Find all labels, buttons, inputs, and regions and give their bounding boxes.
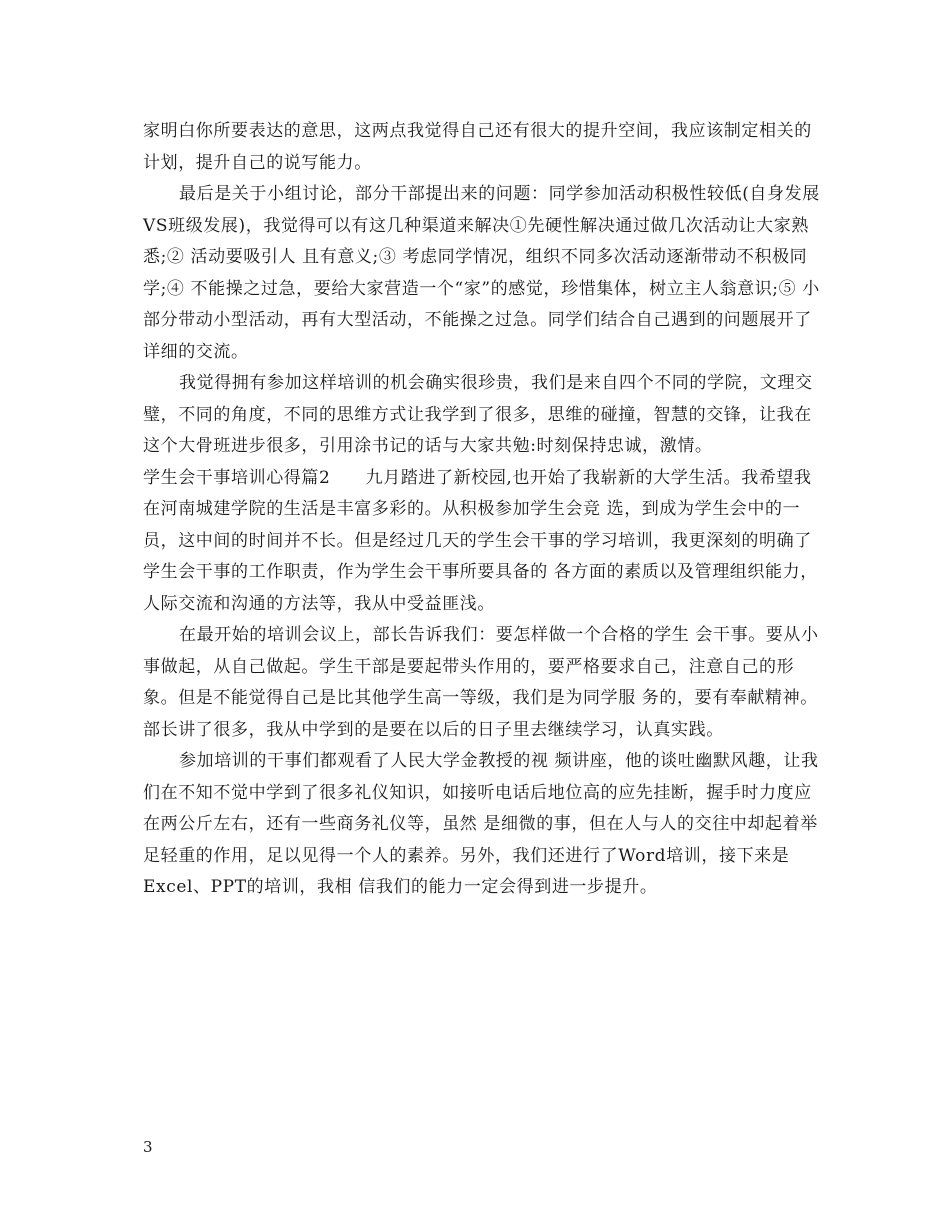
- paragraph-5: 在最开始的培训会议上，部长告诉我们：要怎样做一个合格的学生 会干事。要从小事做起，从自己做起。学生干部是要起带头作用的，要严格要求自己，注意自己的形象。但是不能觉得自己是比其他学生高一等级，我们是为同学服 务的，要有奉献精神。部长讲了很多，我从中学到的是要在以后的日子里去继续学习，认真实践。: [143, 625, 819, 740]
- paragraph-2: 最后是关于小组讨论，部分干部提出来的问题：同学参加活动积极性较低(自身发展VS班级发展)，我觉得可以有这几种渠道来解决①先硬性解决通过做几次活动让大家熟悉;② 活动要吸引人 且有意义;③ 考虑同学情况，组织不同多次活动逐渐带动不积极同学;④ 不能操之过急，要给大家营造一个“家”的感觉，珍惜集体，树立主人翁意识;⑤ 小部分带动小型活动，再有大型活动，不能操之过急。同学们结合自己遇到的问题展开了详细的交流。: [143, 184, 820, 362]
- page-number: 3: [143, 1138, 153, 1156]
- paragraph-6: 参加培训的干事们都观看了人民大学金教授的视 频讲座，他的谈吐幽默风趣，让我们在不知不觉中学到了很多礼仪知识，如接听电话后地位高的应先挂断，握手时力度应在两公斤左右，还有一些商务礼仪等，虽然 是细微的事，但在人与人的交往中却起着举足轻重的作用，足以见得一个人的素养。另外，我们还进行了Word培训，接下来是Excel、PPT的培训，我相 信我们的能力一定会得到进一步提升。: [143, 751, 819, 897]
- paragraph-4: 学生会干事培训心得篇2 九月踏进了新校园,也开始了我崭新的大学生活。我希望我在河南城建学院的生活是丰富多彩的。从积极参加学生会竞 选，到成为学生会中的一员，这中间的时间并不长。但是经过几天的学生会干事的学习培训，我更深刻的明确了学生会干事的工作职责，作为学生会干事所要具备的 各方面的素质以及管理组织能力，人际交流和沟通的方法等，我从中受益匪浅。: [143, 467, 818, 614]
- paragraph-1: 家明白你所要表达的意思，这两点我觉得自己还有很大的提升空间，我应该制定相关的计划，提升自己的说写能力。: [143, 121, 812, 173]
- paragraph-3: 我觉得拥有参加这样培训的机会确实很珍贵，我们是来自四个不同的学院，文理交璧，不同的角度，不同的思维方式让我学到了很多，思维的碰撞，智慧的交锋，让我在这个大骨班进步很多，引用涂书记的话与大家共勉:时刻保持忠诚，激情。: [143, 373, 813, 456]
- document-body: [143, 116, 823, 904]
